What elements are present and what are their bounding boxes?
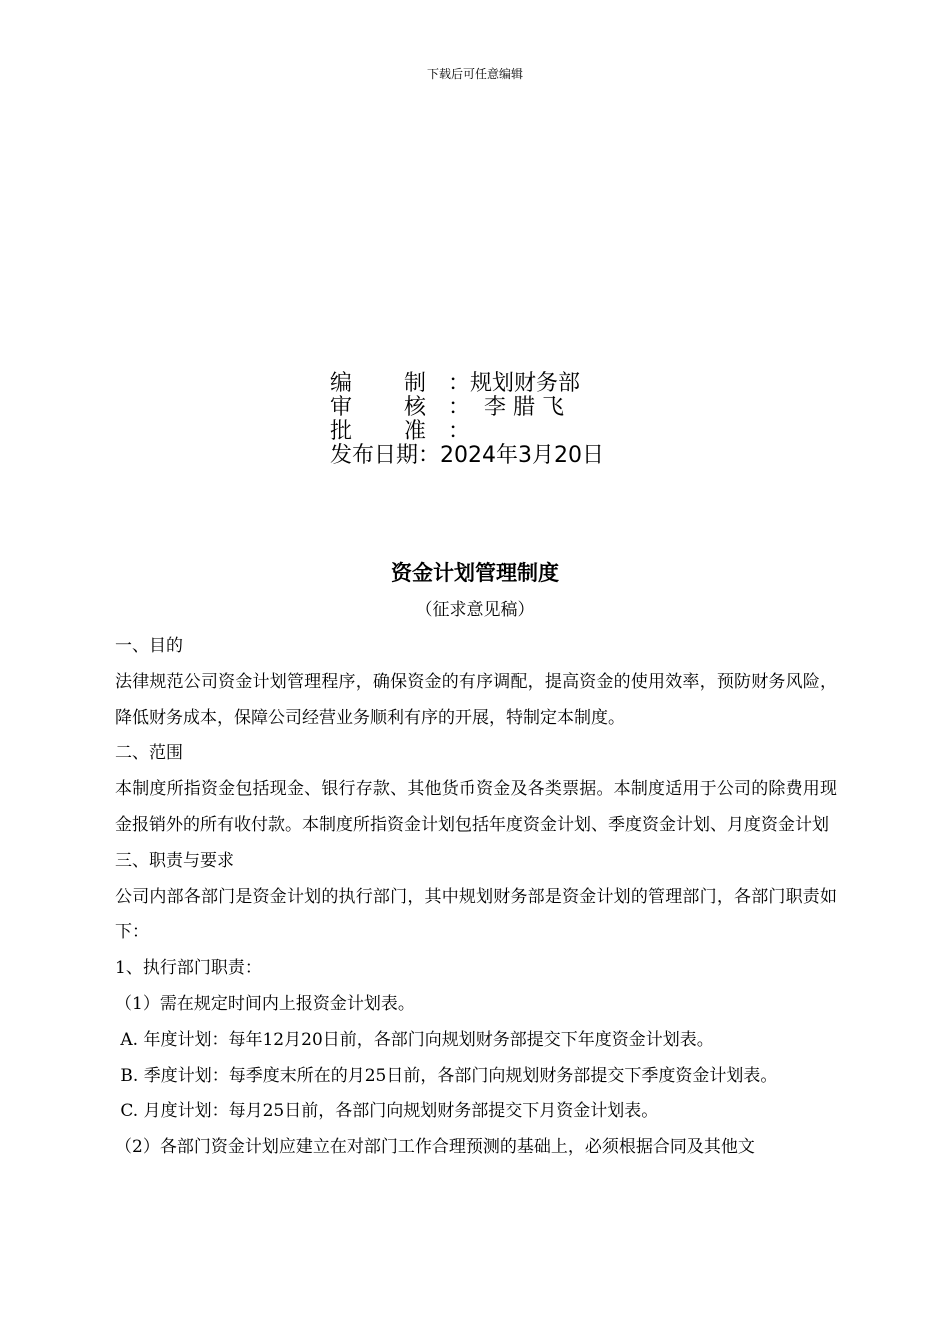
- paragraph: 公司内部各部门是资金计划的执行部门，其中规划财务部是资金计划的管理部门，各部门职责如下：: [115, 886, 837, 943]
- document-subtitle: （征求意见稿）: [415, 600, 535, 620]
- meta-label: 发布日期: [330, 443, 419, 468]
- meta-row-compiler: [330, 372, 604, 396]
- meta-label: 审 核: [330, 395, 426, 420]
- document-meta: [330, 372, 604, 468]
- meta-value: ：: [448, 419, 471, 444]
- paragraph: C. 月度计划：每月25日前，各部门向规划财务部提交下月资金计划表。: [115, 1101, 659, 1122]
- meta-label: 编 制: [330, 371, 426, 396]
- meta-row-approver: [330, 420, 604, 444]
- paragraph: 法律规范公司资金计划管理程序，确保资金的有序调配，提高资金的使用效率，预防财务风险，降低财务成本，保障公司经营业务顺利有序的开展，特制定本制度。: [115, 671, 837, 728]
- header-note: 下载后可任意编辑: [426, 67, 523, 81]
- meta-value: ： 李 腊 飞: [448, 395, 564, 420]
- meta-row-reviewer: [330, 396, 604, 420]
- document-body: [115, 629, 837, 1166]
- paragraph: （2）各部门资金计划应建立在对部门工作合理预测的基础上，必须根据合同及其他文: [115, 1137, 755, 1158]
- section-heading: 二、范围: [115, 743, 183, 764]
- section-heading: 三、职责与要求: [115, 850, 234, 871]
- section-heading: 一、目的: [115, 636, 183, 656]
- meta-label: 批 准: [330, 419, 426, 444]
- paragraph: B. 季度计划：每季度末所在的月25日前，各部门向规划财务部提交下季度资金计划表。: [115, 1065, 778, 1086]
- meta-value: ：规划财务部: [448, 371, 581, 396]
- paragraph: A. 年度计划：每年12月20日前，各部门向规划财务部提交下年度资金计划表。: [115, 1029, 714, 1050]
- paragraph: （1）需在规定时间内上报资金计划表。: [115, 993, 415, 1014]
- meta-row-release-date: [330, 444, 604, 468]
- meta-value: ：2024年3月20日: [418, 443, 604, 468]
- paragraph: 本制度所指资金包括现金、银行存款、其他货币资金及各类票据。本制度适用于公司的除费用现金报销外的所有收付款。本制度所指资金计划包括年度资金计划、季度资金计划、月度资金计划: [115, 779, 837, 835]
- document-title: 资金计划管理制度: [391, 561, 559, 585]
- paragraph: 1、执行部门职责：: [115, 958, 262, 979]
